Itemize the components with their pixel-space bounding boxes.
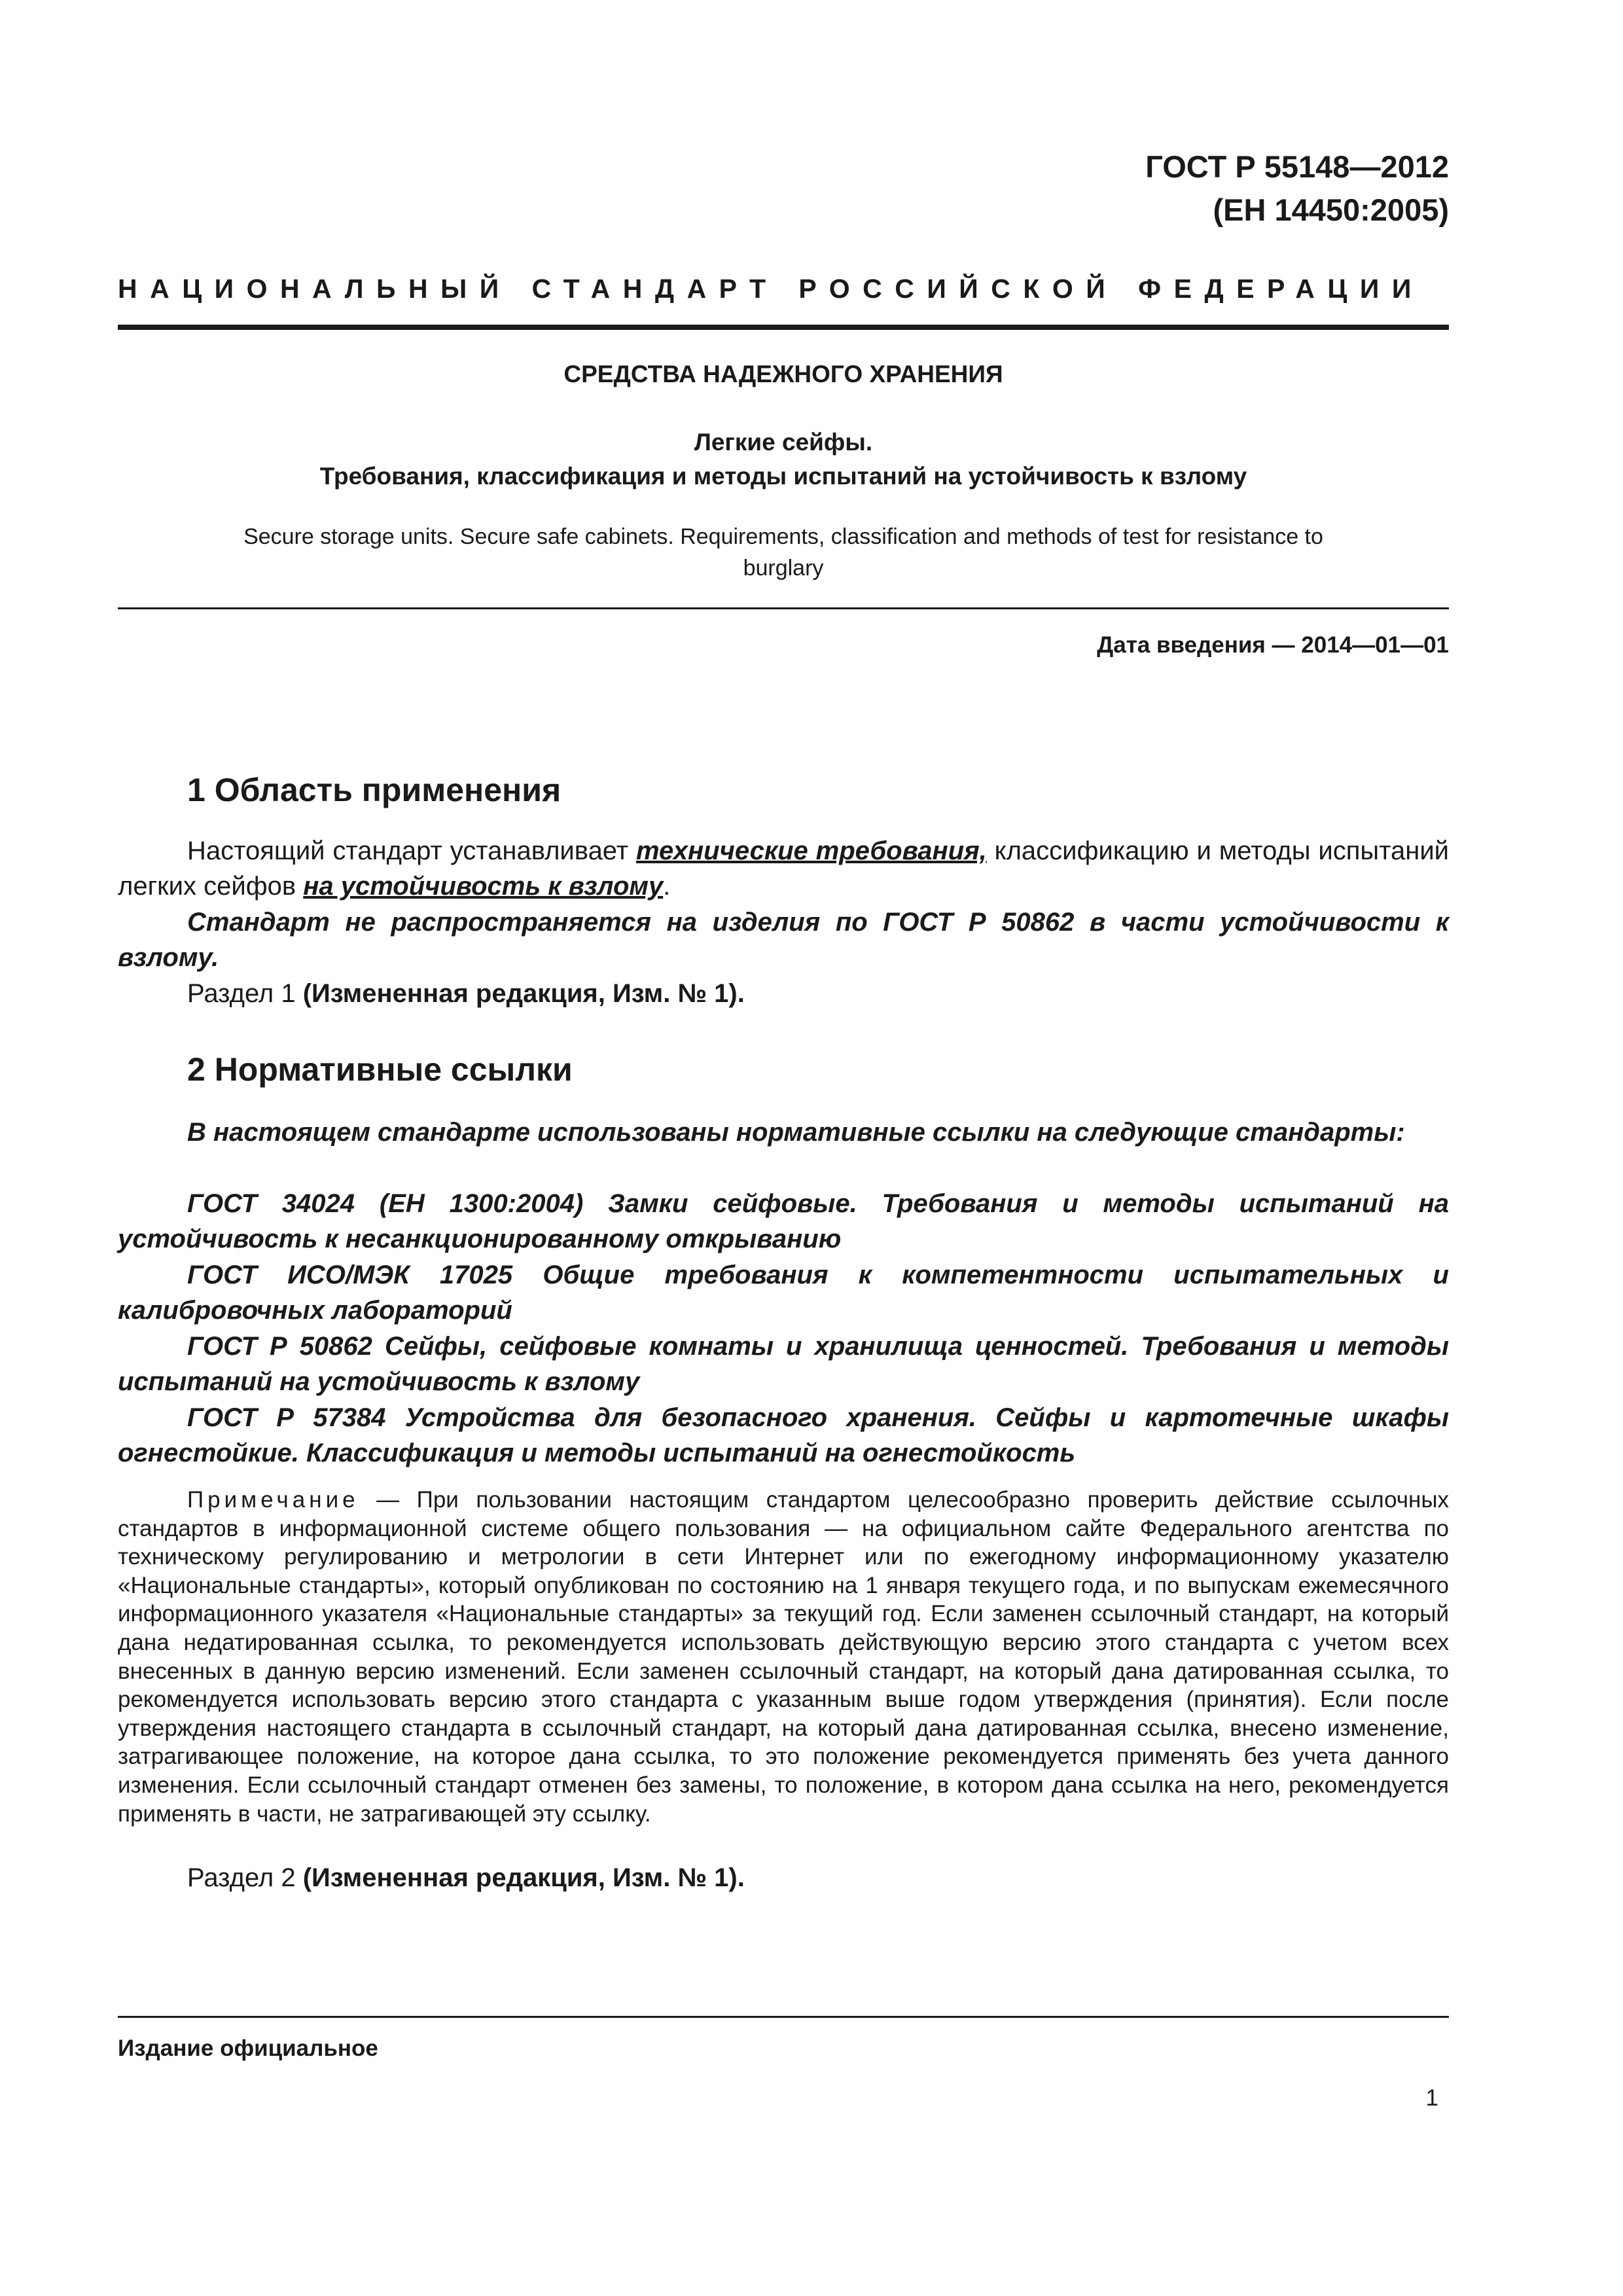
note-text: — При пользовании настоящим стандартом целесообразно проверить действие ссылочных стандартов в информационной системе общего пользования — на официальном сайте Федерального агентства по техническому регулированию и метрологии в сети Интернет или по ежегодному информационному указателю «Национальные стандарты», который опубликован по состоянию на 1 января текущего года, и по выпускам ежемесячного информационного указателя «Национальные стандарты» за текущий год. Если заменен ссылочный стандарт, на который дана недатированная ссылка, то рекомендуется использовать действующую версию этого стандарта с учетом всех внесенных в данную версию изменений. Если заменен ссылочный стандарт, на который дана датированная ссылка, то рекомендуется использовать версию этого стандарта с указанным выше годом утверждения (принятия). Если после утверждения настоящего стандарта в ссылочный стандарт, на который дана датированная ссылка, внесено изменение, затрагивающее положение, на которое дана ссылка, то это положение рекомендуется применять без учета данного изменения. Если ссылочный стандарт отменен без замены, то положение, в котором дана ссылка на него, рекомендуется применять в части, не затрагивающей эту ссылку. bbox=[118, 1487, 1449, 1827]
emphasis-span: на устойчивость к взлому bbox=[303, 872, 664, 901]
title-divider bbox=[118, 607, 1449, 609]
subtitle-line1: Легкие сейфы. bbox=[694, 429, 873, 456]
reference-item: ГОСТ Р 57384 Устройства для безопасного хранения. Сейфы и картотечные шкафы огнестойкие. Классификация и методы испытаний на огнестойкость bbox=[118, 1403, 1449, 1467]
text-span: классификацию и методы испытаний легких сейфов bbox=[118, 836, 1450, 901]
section1-paragraph2: Стандарт не распространяется на изделия по ГОСТ Р 50862 в части устойчивости к взлому. bbox=[118, 908, 1449, 972]
amendment-note: (Измененная редакция, Изм. № 1). bbox=[302, 979, 745, 1008]
standard-code-line2: (ЕН 14450:2005) bbox=[1213, 192, 1449, 227]
note-paragraph bbox=[118, 1486, 1449, 1828]
standard-code-line1: ГОСТ Р 55148—2012 bbox=[1145, 149, 1449, 184]
official-edition-label: Издание официальное bbox=[118, 2036, 378, 2061]
national-standard-title: НАЦИОНАЛЬНЫЙ СТАНДАРТ РОССИЙСКОЙ ФЕДЕРАЦИИ bbox=[118, 274, 1424, 304]
text-span: Настоящий стандарт устанавливает bbox=[187, 836, 636, 865]
page-number: 1 bbox=[1425, 2085, 1438, 2111]
section2-heading: 2 Нормативные ссылки bbox=[187, 1051, 573, 1088]
document-subtitle bbox=[118, 425, 1449, 493]
section2-closing bbox=[118, 1860, 1449, 1895]
section2-intro: В настоящем стандарте использованы нормативные ссылки на следующие стандарты: bbox=[187, 1118, 1405, 1147]
standard-code bbox=[1145, 145, 1449, 232]
text-span: Раздел 1 bbox=[187, 979, 303, 1008]
footer-divider bbox=[118, 2016, 1449, 2018]
english-title: Secure storage units. Secure safe cabinets. Requirements, classification and methods of test for resistance to burglary bbox=[243, 524, 1323, 581]
text-span: Раздел 2 bbox=[187, 1863, 303, 1892]
text-span: . bbox=[663, 872, 671, 901]
emphasis-span: технические требования, bbox=[635, 836, 987, 865]
section1-paragraph1 bbox=[118, 833, 1449, 904]
section1-paragraph3 bbox=[118, 976, 1449, 1011]
note-label: Примечание bbox=[187, 1487, 359, 1513]
reference-item: ГОСТ 34024 (ЕН 1300:2004) Замки сейфовые. Требования и методы испытаний на устойчивость к несанкционированному открыванию bbox=[118, 1189, 1449, 1253]
introduction-date: Дата введения — 2014—01—01 bbox=[1097, 632, 1449, 658]
section1-heading: 1 Область применения bbox=[187, 772, 562, 808]
header-divider bbox=[118, 325, 1449, 330]
amendment-note: (Измененная редакция, Изм. № 1). bbox=[302, 1863, 745, 1892]
subtitle-line2: Требования, классификация и методы испытаний на устойчивость к взлому bbox=[319, 463, 1247, 490]
document-title: СРЕДСТВА НАДЕЖНОГО ХРАНЕНИЯ bbox=[563, 361, 1003, 387]
reference-item: ГОСТ Р 50862 Сейфы, сейфовые комнаты и хранилища ценностей. Требования и методы испытаний на устойчивость к взлому bbox=[118, 1332, 1449, 1396]
reference-item: ГОСТ ИСО/МЭК 17025 Общие требования к компетентности испытательных и калибровочных лабораторий bbox=[118, 1261, 1449, 1325]
